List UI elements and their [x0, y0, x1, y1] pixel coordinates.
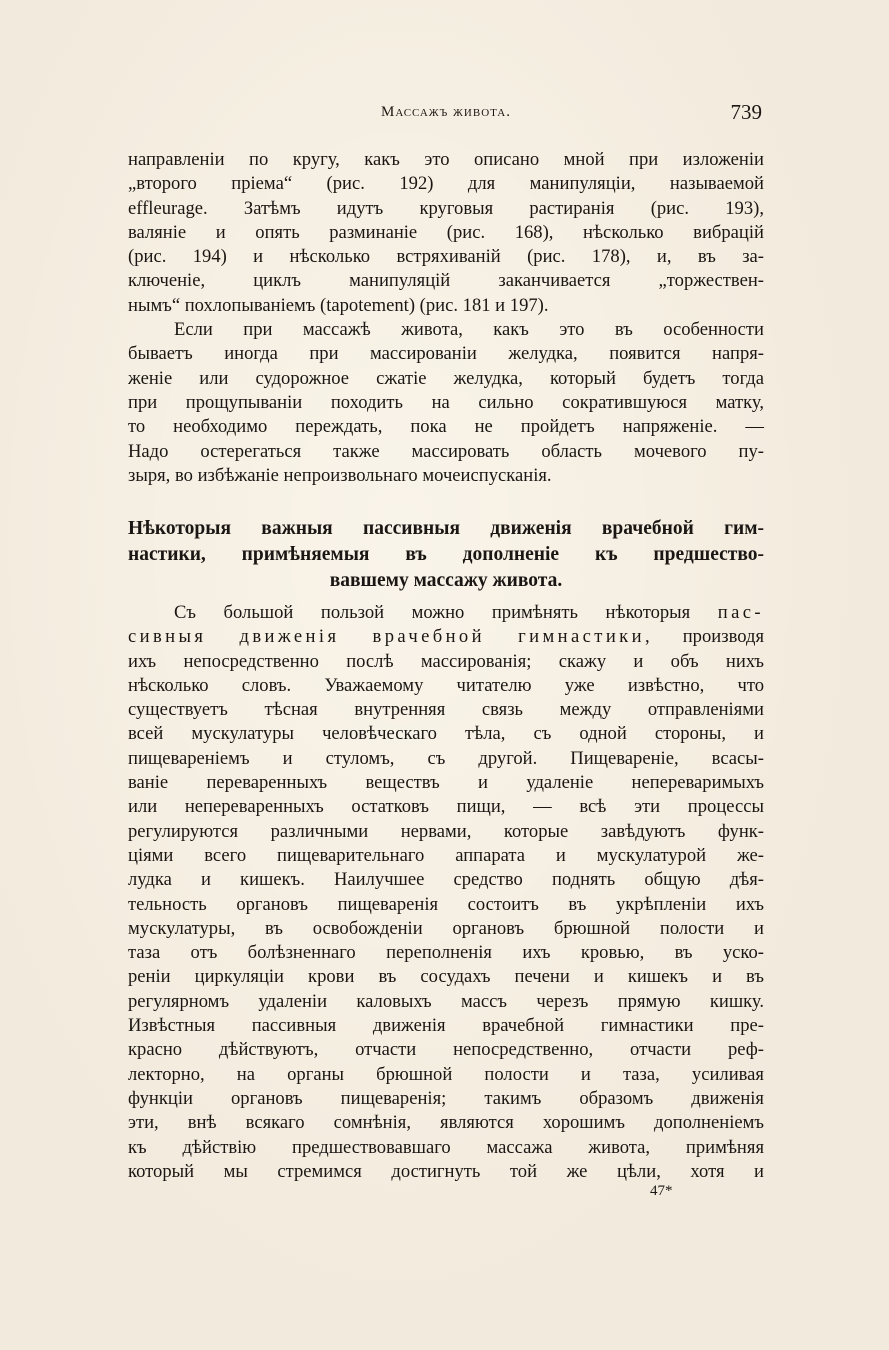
text-line: лудка и кишекъ. Наилучшее средство поднять общую дѣя-	[128, 869, 764, 891]
text-line: ключеніе, циклъ манипуляцій заканчивается „торжествен-	[128, 270, 764, 292]
text-line: (рис. 194) и нѣсколько встряхиваній (рис. 178), и, въ за-	[128, 246, 764, 268]
text-line: ціями всего пищеварительнаго аппарата и мускулатурой же-	[128, 844, 764, 866]
text-line: Извѣстныя пассивныя движенія врачебной гимнастики пре-	[128, 1015, 764, 1037]
text-line: или непереваренныхъ остатковъ пищи, — всѣ эти процессы	[128, 796, 764, 818]
paragraph-passive-movements	[128, 601, 764, 1184]
text-line: направленіи по кругу, какъ это описано мной при изложеніи	[128, 149, 764, 170]
text-line: зыря, во избѣжаніе непроизвольнаго мочеиспусканія.	[128, 464, 552, 486]
text-line: эти, внѣ всякаго сомнѣнія, являются хорошимъ дополненіемъ	[128, 1112, 764, 1134]
text-line: Надо остерегаться также массировать область мочевого пу-	[128, 440, 764, 462]
spaced-emphasis: сивныя движенія врачебной гимнастики,	[128, 626, 654, 648]
text-line: женіе или судорожное сжатіе желудка, который будетъ тогда	[128, 367, 764, 389]
text-line: реніи циркуляціи крови въ сосудахъ печени и кишекъ и въ	[128, 966, 764, 988]
heading-line: вавшему массажу живота.	[329, 570, 563, 591]
text-line: пищевареніемъ и стуломъ, съ другой. Пищевареніе, всасы-	[128, 747, 764, 769]
text-line: регулируются различными нервами, которые завѣдуютъ функ-	[128, 820, 764, 842]
running-title: Массажъ живота.	[380, 104, 511, 120]
text-line: нѣсколько словъ. Уважаемому читателю уже извѣстно, что	[128, 674, 764, 696]
text-line: регулярномъ удаленіи каловыхъ массъ черезъ прямую кишку.	[128, 990, 764, 1012]
text-run: производя	[653, 626, 765, 648]
text-line: при прощупываніи походить на сильно сократившуюся матку,	[128, 391, 764, 413]
printer-signature-mark: 47*	[650, 1183, 673, 1199]
text-line: таза отъ болѣзненнаго переполненія ихъ кровью, въ уско-	[128, 942, 764, 964]
running-head	[128, 100, 764, 130]
paragraph-effleurage	[128, 148, 764, 488]
text-line: лекторно, на органы брюшной полости и таза, усиливая	[128, 1063, 764, 1085]
text-line: мускулатуры, въ освобожденіи органовъ брюшной полости и	[128, 917, 764, 939]
heading-line: настики, примѣняемыя въ дополненіе къ предшество-	[128, 544, 764, 565]
text-line: красно дѣйствуютъ, отчасти непосредственно, отчасти реф-	[128, 1039, 764, 1061]
text-line	[128, 625, 764, 649]
text-line: ихъ непосредственно послѣ массированія; скажу и объ нихъ	[128, 650, 764, 672]
text-line: Если при массажѣ живота, какъ это въ особенности	[174, 319, 764, 341]
text-line: бываетъ иногда при массированіи желудка, появится напря-	[128, 343, 764, 365]
text-line: то необходимо переждать, пока не пройдетъ напряженіе. —	[128, 416, 764, 438]
text-line: effleurage. Затѣмъ идутъ круговыя растиранія (рис. 193),	[128, 197, 764, 219]
heading-line: Нѣкоторыя важныя пассивныя движенія врачебной гим-	[128, 518, 764, 539]
text-run: Съ большой пользой можно примѣнять нѣкоторыя	[174, 602, 718, 623]
text-line: ваніе переваренныхъ веществъ и удаленіе непереваримыхъ	[128, 772, 764, 794]
text-line: который мы стремимся достигнуть той же цѣли, хотя и	[128, 1160, 764, 1182]
text-line: „второго пріема“ (рис. 192) для манипуляціи, называемой	[128, 173, 764, 195]
text-line: всей мускулатуры человѣческаго тѣла, съ одной стороны, и	[128, 723, 764, 745]
text-line	[128, 601, 764, 625]
page-number: 739	[730, 100, 762, 124]
text-line: тельность органовъ пищеваренія состоитъ въ укрѣпленіи ихъ	[128, 893, 764, 915]
spaced-emphasis: пас-	[717, 602, 764, 623]
text-line: функціи органовъ пищеваренія; такимъ образомъ движенія	[128, 1087, 764, 1109]
text-line: нымъ“ похлопываніемъ (tapotement) (рис. 181 и 197).	[128, 294, 549, 316]
text-line: къ дѣйствію предшествовавшаго массажа живота, примѣняя	[128, 1136, 764, 1158]
text-line: валяніе и опять разминаніе (рис. 168), нѣсколько вибрацій	[128, 221, 764, 243]
text-line: существуетъ тѣсная внутренняя связь между отправленіями	[128, 699, 764, 721]
section-heading	[128, 516, 764, 594]
